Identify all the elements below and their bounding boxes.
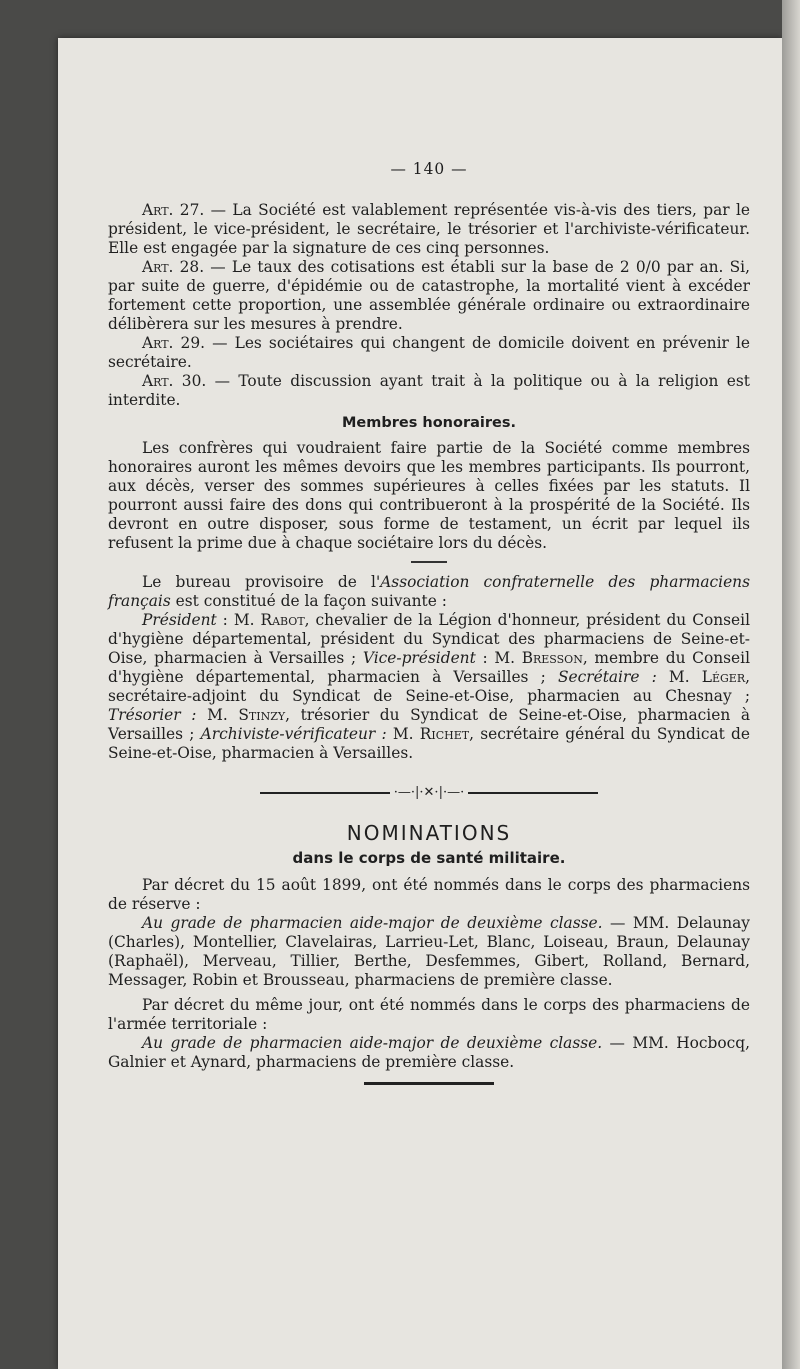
article-30 [108, 372, 750, 410]
end-rule [364, 1082, 494, 1085]
archiviste-text: M. [386, 725, 420, 743]
grade-names: — MM. Hocbocq, Galnier et Aynard, pharmaciens de première classe. [108, 1034, 750, 1071]
ornament-line-right [468, 792, 598, 794]
secretaire-label: Secrétaire : [557, 668, 657, 686]
bureau-intro-end: est constitué de la façon suivante : [170, 592, 447, 610]
bureau-intro [108, 573, 750, 611]
article-text: — Les sociétaires qui changent de domicile doivent en prévenir le secrétaire. [108, 334, 750, 371]
tresorier-text: M. [196, 706, 239, 724]
bureau-intro-text: Le bureau provisoire de l' [142, 573, 381, 591]
richet-text: , secrétaire général du Syndicat de Seine-et-Oise, pharmacien à Versailles. [108, 725, 750, 762]
grade-names: — MM. Delaunay (Charles), Montellier, Clavelairas, Larrieu-Let, Blanc, Loiseau, Braun, Delaunay (Raphaël), Merveau, Tillier, Berthe, Desfemmes, Gibert, Rolland, Bernard, Messager, Robin et Brousseau, pharmaciens de première classe. [108, 914, 751, 989]
vice-text: : M. [475, 649, 522, 667]
name-bresson: Bresson [521, 649, 583, 667]
grade-title: Au grade de pharmacien aide-major de deuxième classe. [142, 1034, 603, 1052]
grade-reserve [108, 914, 750, 990]
article-27 [108, 201, 750, 258]
page-edge [782, 0, 800, 1369]
ornament-line-left [260, 792, 390, 794]
article-label: Art. 27. [142, 201, 205, 219]
article-label: Art. 29. [142, 334, 206, 352]
nominations-subtitle: dans le corps de santé militaire. [292, 849, 566, 867]
article-label: Art. 30. [142, 372, 207, 390]
section-heading-membres: Membres honoraires. [341, 415, 516, 431]
leger-text: , secrétaire-adjoint du Syndicat de Seine-et-Oise, pharmacien au Chesnay ; [108, 668, 751, 705]
article-text: — La Société est valablement représentée vis-à-vis des tiers, par le président, le vice-président, le secrétaire, le trésorier et l'archiviste-vérificateur. Elle est engagée par la signature de ces cinq personnes. [108, 201, 750, 257]
ornament-center: ·—·|·✕·|·—· [393, 785, 465, 800]
tresorier-label: Trésorier : [108, 706, 197, 724]
stinzy-text: , trésorier du Syndicat de Seine-et-Oise, pharmacien à Versailles ; [108, 706, 751, 743]
membres-paragraph: Les confrères qui voudraient faire partie de la Société comme membres honoraires auront les mêmes devoirs que les membres participants. Ils pourront, aux décès, verser des sommes supérieures à celles fixées par les statuts. Il pourront aussi faire des dons qui contribueront à la prospérité de la Société. Ils devront en outre disposer, sous forme de testament, un écrit par lequel ils refusent la prime due à chaque sociétaire lors du décès. [108, 439, 750, 552]
bresson-text: , membre du Conseil d'hygiène départemental, pharmacien à Versailles ; [108, 649, 750, 686]
decret-reserve: Par décret du 15 août 1899, ont été nommés dans le corps des pharmaciens de réserve : [108, 876, 750, 913]
vice-president-label: Vice-président [362, 649, 476, 667]
article-label: Art. 28. [142, 258, 205, 276]
name-richet: Richet [419, 725, 470, 743]
ornamental-divider [108, 783, 750, 802]
archiviste-label: Archiviste-vérificateur : [200, 725, 387, 743]
article-28 [108, 258, 750, 334]
name-rabot: Rabot [260, 611, 305, 629]
name-stinzy: Stinzy [238, 706, 286, 724]
grade-territoriale [108, 1034, 750, 1072]
article-29 [108, 334, 750, 372]
grade-title: Au grade de pharmacien aide-major de deuxième classe. [142, 914, 603, 932]
article-text: — Toute discussion ayant trait à la politique ou à la religion est interdite. [108, 372, 750, 409]
name-leger: Léger [701, 668, 746, 686]
short-divider [411, 561, 447, 563]
article-text: — Le taux des cotisations est établi sur la base de 2 0/0 par an. Si, par suite de guerre, d'épidémie ou de catastrophe, la mortalité vient à excéder fortement cette proportion, une assemblée générale ordinaire ou extraordinaire délibèrera sur les mesures à prendre. [108, 258, 750, 333]
page-number: — 140 — [390, 160, 468, 178]
page-content [108, 118, 750, 1085]
association-name: Association confraternelle des pharmaciens français [108, 573, 750, 610]
president-label: Président [142, 611, 217, 629]
nominations-title: NOMINATIONS [346, 821, 512, 845]
bureau-members [108, 611, 750, 763]
president-text: : M. [216, 611, 261, 629]
decret-territoriale: Par décret du même jour, ont été nommés dans le corps des pharmaciens de l'armée territoriale : [108, 996, 750, 1033]
rabot-text: , chevalier de la Légion d'honneur, président du Conseil d'hygiène départemental, président du Syndicat des pharmaciens de Seine-et-Oise, pharmacien à Versailles ; [108, 611, 750, 667]
secretaire-text: M. [656, 668, 702, 686]
